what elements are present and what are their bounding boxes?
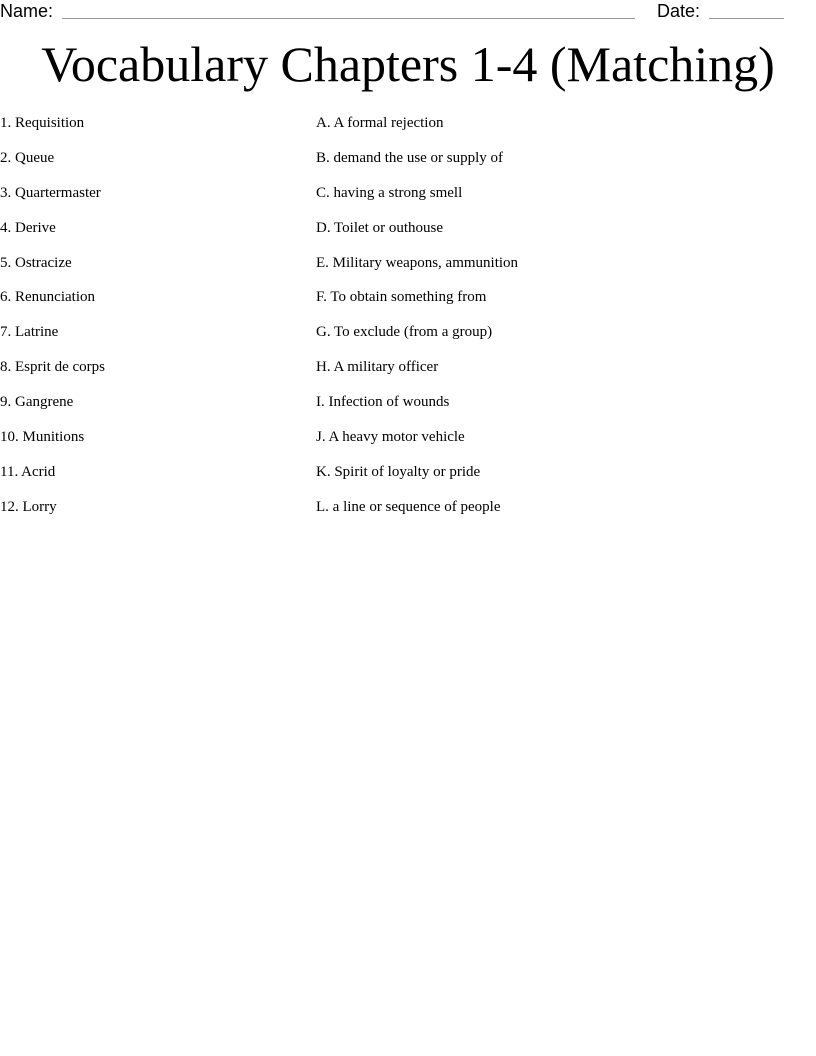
term-item: 8. Esprit de corps bbox=[0, 359, 105, 376]
page-title: Vocabulary Chapters 1-4 (Matching) bbox=[41, 36, 775, 92]
definition-item: I. Infection of wounds bbox=[316, 394, 450, 411]
definition-item: L. a line or sequence of people bbox=[316, 498, 501, 515]
term-item: 9. Gangrene bbox=[0, 394, 74, 411]
definition-list bbox=[316, 112, 796, 531]
definition-item: K. Spirit of loyalty or pride bbox=[316, 463, 481, 480]
definition-item: A. A formal rejection bbox=[316, 115, 444, 131]
term-item: 10. Munitions bbox=[0, 429, 85, 446]
name-field[interactable] bbox=[62, 0, 635, 19]
term-item: 4. Derive bbox=[0, 219, 56, 236]
term-item: 5. Ostracize bbox=[0, 254, 72, 271]
definition-item: G. To exclude (from a group) bbox=[316, 324, 493, 341]
term-item: 6. Renunciation bbox=[0, 289, 95, 306]
worksheet-header bbox=[0, 0, 816, 24]
definition-item: D. Toilet or outhouse bbox=[316, 219, 443, 236]
date-field[interactable] bbox=[709, 0, 784, 19]
definition-item: H. A military officer bbox=[316, 359, 439, 376]
term-item: 11. Acrid bbox=[0, 463, 56, 480]
date-label: Date: bbox=[657, 1, 701, 21]
definition-item: F. To obtain something from bbox=[316, 289, 487, 306]
definition-item: C. having a strong smell bbox=[316, 184, 463, 201]
term-item: 3. Quartermaster bbox=[0, 184, 101, 201]
definition-item: B. demand the use or supply of bbox=[316, 149, 504, 166]
definition-item: J. A heavy motor vehicle bbox=[316, 429, 465, 446]
term-item: 1. Requisition bbox=[0, 115, 85, 131]
term-item: 12. Lorry bbox=[0, 498, 57, 515]
definition-item: E. Military weapons, ammunition bbox=[316, 254, 519, 271]
term-item: 7. Latrine bbox=[0, 324, 59, 341]
term-list bbox=[0, 112, 300, 531]
term-item: 2. Queue bbox=[0, 149, 55, 166]
name-label: Name: bbox=[0, 1, 54, 21]
